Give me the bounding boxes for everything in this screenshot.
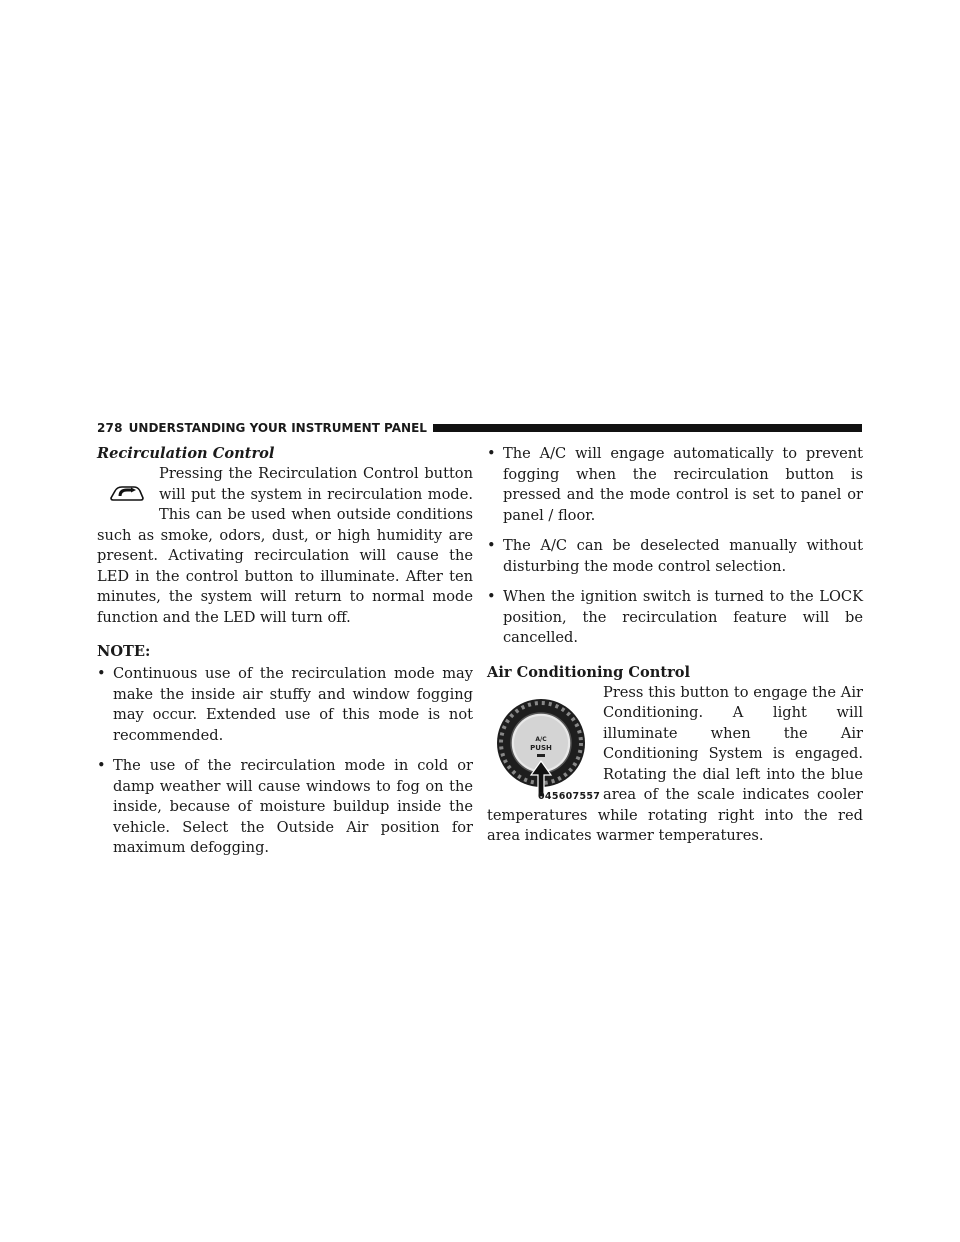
list-item <box>487 587 863 649</box>
recirculation-heading: Recirculation Control <box>97 445 275 462</box>
left-column <box>97 444 473 869</box>
list-item <box>97 664 473 746</box>
ac-dial-illustration <box>487 687 603 805</box>
bullet-glyph: • <box>487 537 496 554</box>
page-number: 278 <box>97 421 123 435</box>
right-column <box>487 444 863 847</box>
ac-bullets <box>487 444 863 649</box>
bullet-text: When the ignition switch is turned to the LOCK position, the recirculation feature will be cancelled. <box>503 588 863 646</box>
figure-code: 045607557 <box>538 790 601 802</box>
ac-heading: Air Conditioning Control <box>487 663 691 681</box>
note-label: NOTE: <box>97 643 151 660</box>
header-rule <box>433 424 862 432</box>
ac-body: Press this button to engage the Air Conditioning. A light will illuminate when the Air Conditioning System is engaged. Rotating the dial left into the blue area of the scale indicates cooler temperatures while rotating right into the red area indicates warmer temperatures. <box>487 683 863 844</box>
section-title: UNDERSTANDING YOUR INSTRUMENT PANEL <box>128 421 427 435</box>
bullet-glyph: • <box>487 445 496 462</box>
list-item <box>487 444 863 526</box>
ac-dial-label: A/C <box>535 735 547 743</box>
recirculation-icon-figure <box>97 464 159 520</box>
bullet-glyph: • <box>487 588 496 605</box>
bullet-text: Continuous use of the recirculation mode may make the inside air stuffy and window fogging may occur. Extended use of this mode is not recommended. <box>113 665 473 744</box>
note-bullets <box>97 664 473 859</box>
bullet-text: The use of the recirculation mode in cold or damp weather will cause windows to fog on the inside, because of moisture buildup inside the vehicle. Select the Outside Air position for maximum defogging. <box>113 757 473 856</box>
page-header <box>97 420 862 436</box>
recirculation-car-icon <box>109 482 145 504</box>
bullet-glyph: • <box>97 665 106 682</box>
bullet-glyph: • <box>97 757 106 774</box>
list-item <box>97 756 473 859</box>
ac-dial-figure <box>487 683 603 805</box>
bullet-text: The A/C will engage automatically to prevent fogging when the recirculation button is pressed and the mode control is set to panel or panel / floor. <box>503 445 863 524</box>
recirculation-body: Pressing the Recirculation Control button will put the system in recirculation mode. This can be used when outside conditions such as smoke, odors, dust, or high humidity are present. Activating recirculation will cause the LED in the control button to illuminate. After ten minutes, the system will return to normal mode function and the LED will turn off. <box>97 465 473 626</box>
bullet-text: The A/C can be deselected manually without disturbing the mode control selection. <box>503 537 863 575</box>
push-label: PUSH <box>530 743 552 752</box>
list-item <box>487 536 863 577</box>
